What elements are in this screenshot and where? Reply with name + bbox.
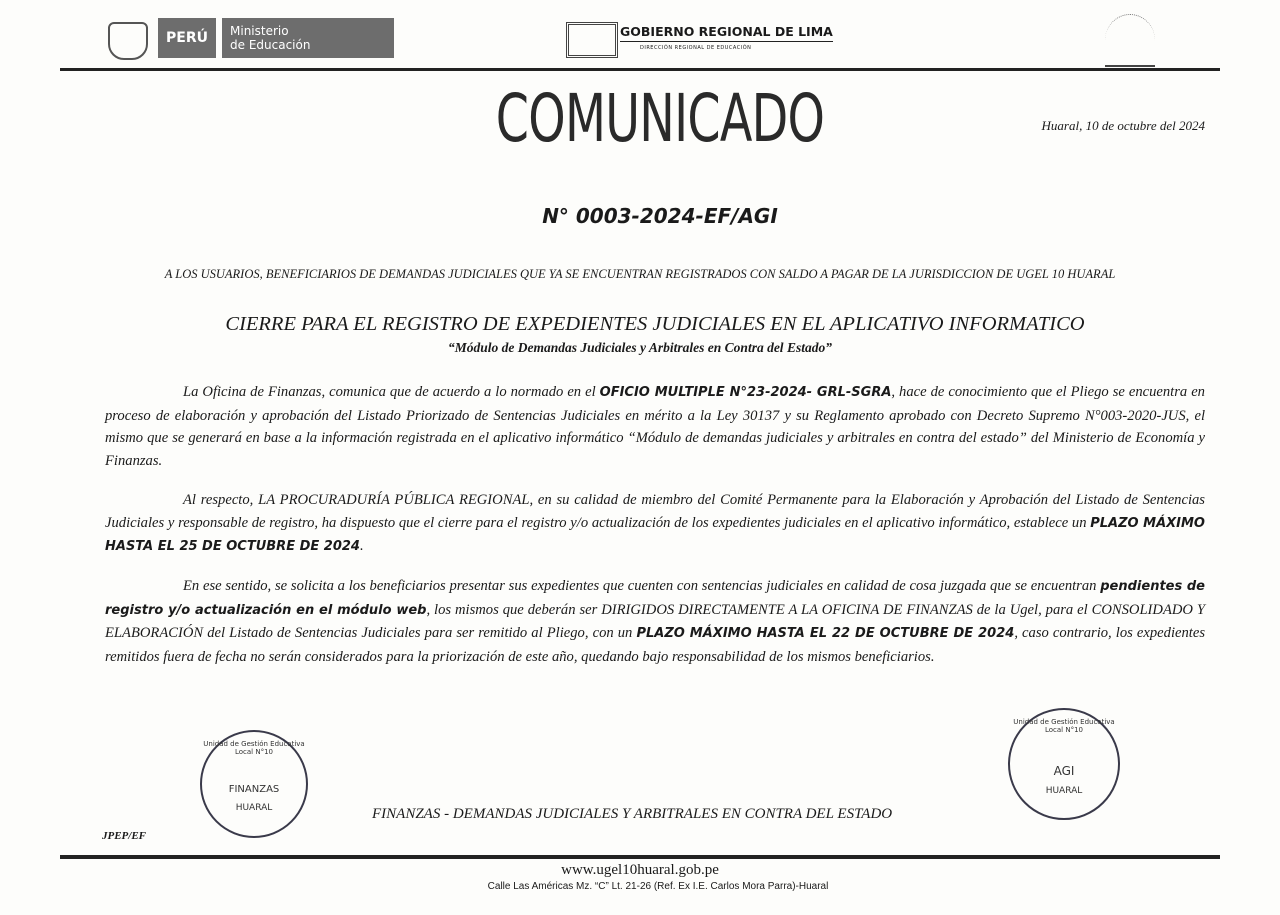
ministry-logo: [222, 18, 394, 58]
document-date: Huaral, 10 de octubre del 2024: [1041, 118, 1205, 133]
seal-bottom-text: HUARAL: [235, 803, 273, 813]
emphasis-text: pendientes de registro y/o actualización en el módulo web: [105, 579, 1205, 618]
peru-logo: PERÚ: [158, 18, 216, 58]
paragraph-2: [105, 489, 1205, 559]
seal-center-text: AGI: [1053, 764, 1075, 778]
header-divider: [60, 68, 1220, 71]
paragraph-text: .: [359, 538, 364, 554]
subject-subheading: “Módulo de Demandas Judiciales y Arbitrales en Contra del Estado”: [448, 340, 832, 355]
seal-bottom-text: HUARAL: [1045, 786, 1083, 796]
paragraph-text: , hace de conocimiento que el Pliego se encuentra en proceso de elaboración y aprobación del Listado Priorizado de Sentencias Judiciales en mérito a la Ley 30137 y su Reglamento aprobado con Decreto Supremo N°003-2020-JUS, el mismo que se generará en base a la información registrada en el aplicativo informático “Módulo de demandas judiciales y arbitrales en contra del estado” del Ministerio de Economía y Finanzas.: [105, 384, 1205, 469]
gov-logo-text: GOBIERNO REGIONAL DE LIMA: [620, 24, 833, 42]
paragraph-text: , los mismos que deberán ser DIRIGIDOS DIRECTAMENTE A LA OFICINA DE FINANZAS de la Ugel, para el CONSOLIDADO Y ELABORACIÓN del Listado de Sentencias Judiciales para ser remitido al Pliego, con un: [105, 601, 1205, 641]
emphasis-text: PLAZO MÁXIMO HASTA EL 25 DE OCTUBRE DE 2024: [105, 515, 1205, 554]
agi-seal: [1008, 708, 1120, 820]
ministry-line1: Ministerio: [230, 24, 289, 38]
seal-ring-text: Unidad de Gestión Educativa Local N°10: [1013, 718, 1115, 734]
ministry-line2: de Educación: [230, 38, 311, 52]
emphasis-text: PLAZO MÁXIMO HASTA EL 22 DE OCTUBRE DE 2024: [636, 626, 1015, 641]
footer-divider: [60, 855, 1220, 859]
document-title: COMUNICADO: [495, 80, 825, 157]
gov-subtitle: DIRECCIÓN REGIONAL DE EDUCACIÓN: [640, 45, 752, 51]
peru-shield-icon: [108, 22, 148, 60]
subject-heading: CIERRE PARA EL REGISTRO DE EXPEDIENTES JUDICIALES EN EL APLICATIVO INFORMATICO: [225, 313, 1085, 335]
paragraph-text: En ese sentido, se solicita a los beneficiarios presentar sus expedientes que cuenten con sentencias judiciales en calidad de cosa juzgada que se encuentran: [183, 578, 1101, 594]
seal-ring-text: Unidad de Gestión Educativa Local N°10: [203, 740, 305, 756]
initials: JPEP/EF: [102, 830, 147, 842]
ugel-emblem-icon: [1105, 14, 1155, 67]
signature-line: FINANZAS - DEMANDAS JUDICIALES Y ARBITRALES EN CONTRA DEL ESTADO: [372, 806, 893, 822]
footer-address: Calle Las Américas Mz. “C” Lt. 21-26 (Ref. Ex I.E. Carlos Mora Parra)-Huaral: [487, 881, 829, 892]
paragraph-text: , caso contrario, los expedientes remitidos fuera de fecha no serán considerados para la priorización de este año, quedando bajo responsabilidad de los mismos beneficiarios.: [105, 625, 1205, 665]
seal-center-text: FINANZAS: [228, 784, 280, 795]
gov-emblem-icon: [566, 22, 618, 58]
emphasis-text: OFICIO MULTIPLE N°23-2024- GRL-SGRA: [599, 385, 892, 400]
finanzas-seal: [200, 730, 308, 838]
audience-line: A LOS USUARIOS, BENEFICIARIOS DE DEMANDAS JUDICIALES QUE YA SE ENCUENTRAN REGISTRADOS CON SALDO A PAGAR DE LA JURISDICCION DE UGEL 10 HUARAL: [164, 267, 1116, 281]
paragraph-3: [105, 575, 1205, 668]
footer-website[interactable]: www.ugel10huaral.gob.pe: [561, 862, 719, 878]
paragraph-text: La Oficina de Finanzas, comunica que de acuerdo a lo normado en el: [183, 384, 600, 400]
paragraph-1: [105, 381, 1205, 472]
document-number: N° 0003-2024-EF/AGI: [542, 204, 778, 228]
paragraph-text: Al respecto, LA PROCURADURÍA PÚBLICA REGIONAL, en su calidad de miembro del Comité Permanente para la Elaboración y Aprobación del Listado de Sentencias Judiciales y responsable de registro, ha dispuesto que el cierre para el registro y/o actualización de los expedientes judiciales en el aplicativo informático, establece un: [105, 492, 1205, 531]
